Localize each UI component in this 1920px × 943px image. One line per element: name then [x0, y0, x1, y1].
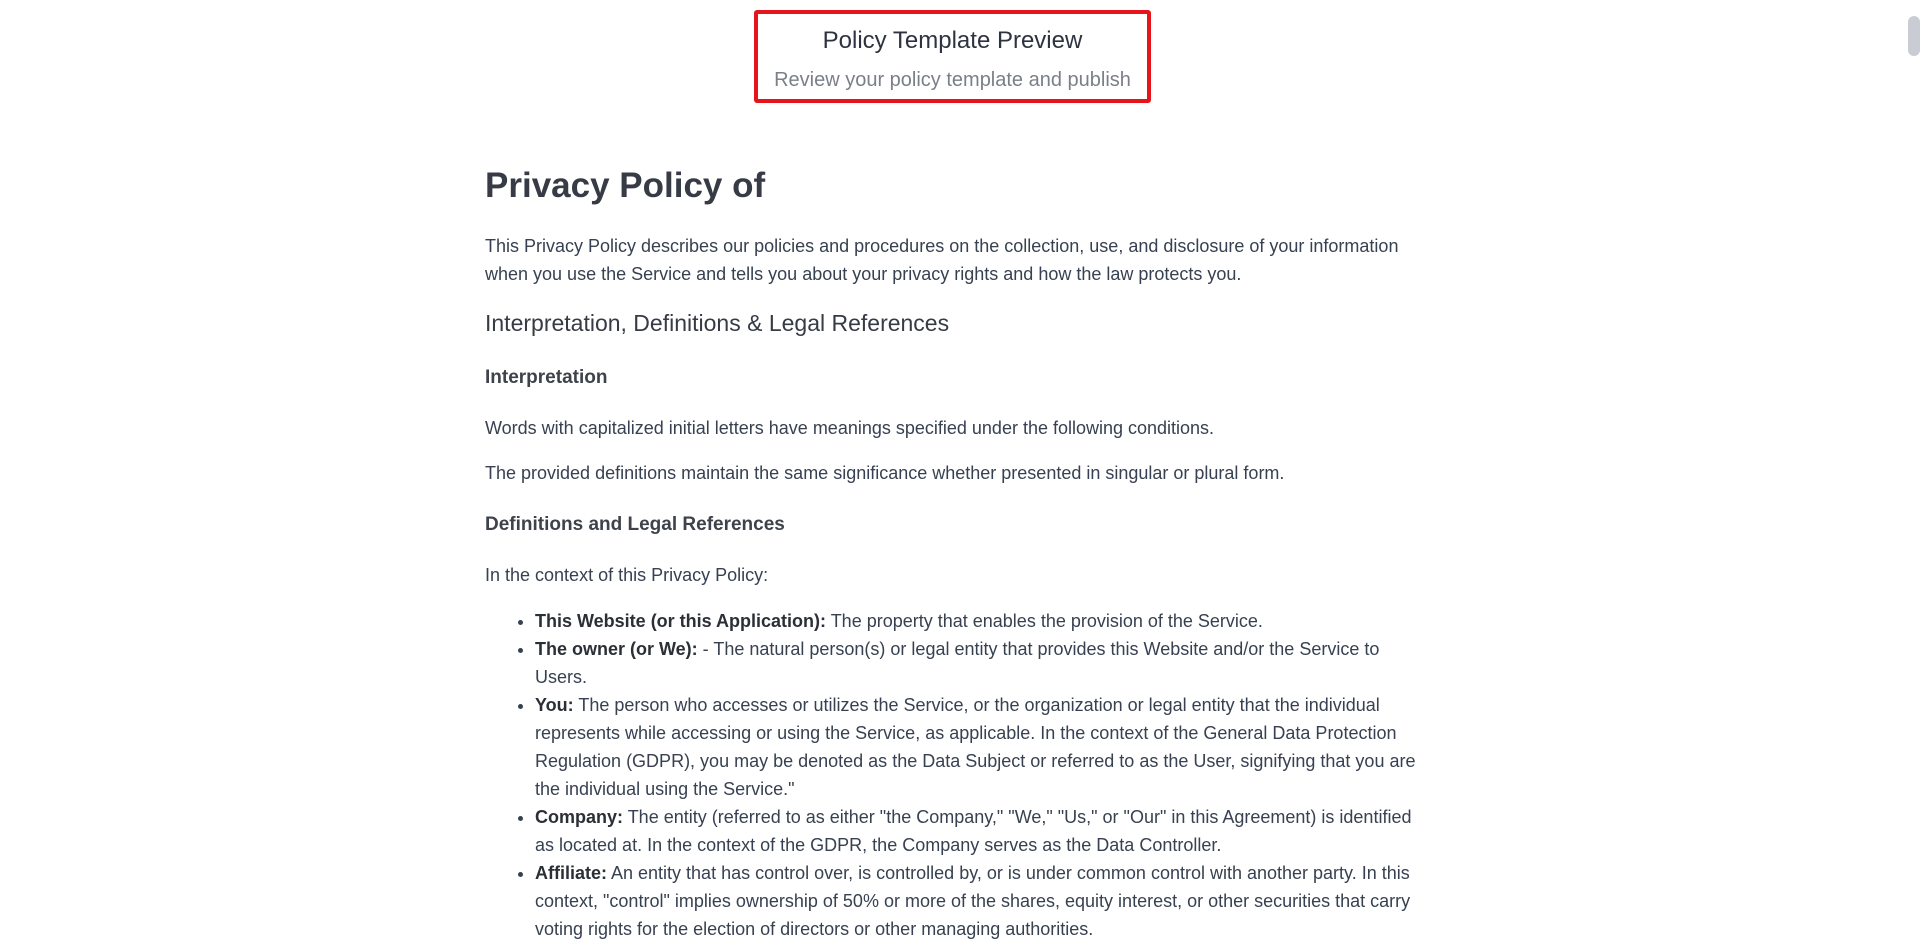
- definition-item-company: [535, 803, 1435, 859]
- page-title: Policy Template Preview: [822, 27, 1083, 54]
- definition-item-affiliate: [535, 859, 1435, 943]
- definition-item-owner: [535, 635, 1435, 691]
- definitions-context: In the context of this Privacy Policy:: [485, 565, 769, 585]
- definition-text: The person who accesses or utilizes the Service, or the organization or legal entity that the individual represents while accessing or using the Service, as applicable. In the context of the General Data Protection Regulation (GDPR), you may be denoted as the Data Subject or referred to as the User, signifying that you are the individual using the Service.": [535, 695, 1416, 799]
- definition-text: - The natural person(s) or legal entity that provides this Website and/or the Service to Users.: [535, 639, 1380, 687]
- definitions-list: [485, 607, 1435, 943]
- interpretation-paragraph-1: Words with capitalized initial letters have meanings specified under the following conditions.: [485, 418, 1215, 438]
- definition-item-website: [535, 607, 1435, 635]
- definition-term: This Website (or this Application):: [535, 611, 827, 631]
- policy-document: [485, 158, 1435, 943]
- interpretation-heading: Interpretation: [485, 367, 608, 388]
- interpretation-paragraph-2: The provided definitions maintain the same significance whether presented in singular or plural form.: [485, 463, 1285, 483]
- policy-title: Privacy Policy of: [485, 166, 766, 205]
- definition-item-you: [535, 691, 1435, 803]
- definition-term: Company:: [535, 807, 624, 827]
- preview-header: [754, 10, 1151, 103]
- definition-term: The owner (or We):: [535, 639, 698, 659]
- definition-term: You:: [535, 695, 574, 715]
- definitions-heading: Definitions and Legal References: [485, 514, 785, 535]
- definition-text: An entity that has control over, is controlled by, or is under common control with another party. In this context, "control" implies ownership of 50% or more of the shares, equity interest, or other securities that carry voting rights for the election of directors or other managing authorities.: [535, 863, 1411, 939]
- page-scrollbar-thumb[interactable]: [1908, 16, 1920, 56]
- definition-text: The entity (referred to as either "the Company," "We," "Us," or "Our" in this Agreement) is identified as located at. In the context of the GDPR, the Company serves as the Data Controller.: [535, 807, 1412, 855]
- page-subtitle: Review your policy template and publish: [774, 69, 1131, 91]
- section-heading-interpretation-definitions: Interpretation, Definitions & Legal References: [485, 310, 950, 336]
- definition-text: The property that enables the provision of the Service.: [826, 611, 1263, 631]
- policy-intro: This Privacy Policy describes our policies and procedures on the collection, use, and disclosure of your information when you use the Service and tells you about your privacy rights and how the law protects you.: [485, 236, 1399, 284]
- definition-term: Affiliate:: [535, 863, 607, 883]
